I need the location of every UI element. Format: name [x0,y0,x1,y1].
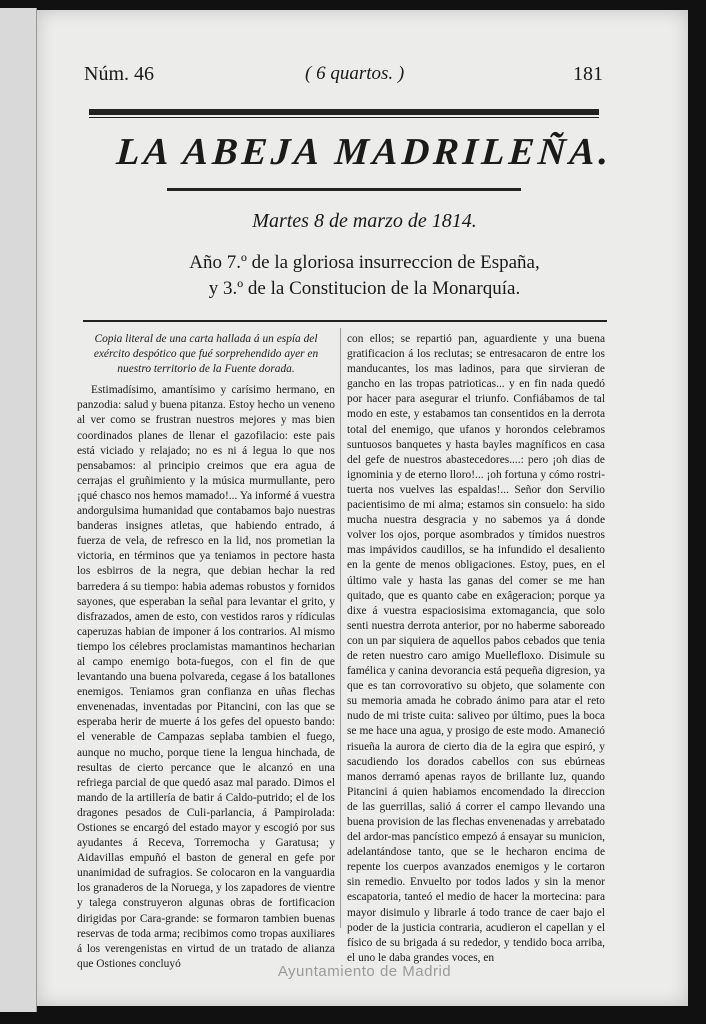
right-column [347,332,605,964]
issue-number: Núm. 46 [84,63,154,85]
left-page-edge [0,8,37,1012]
column-divider [340,328,341,928]
year-line-1: Año 7.º de la gloriosa insurreccion de España, [189,252,540,273]
year-line-2: y 3.º de la Constitucion de la Monarquía. [208,278,521,299]
top-rule [89,109,599,115]
article-paragraph-right: con ellos; se repartió pan, aguardiente y una buena gratificacion á los reclutas; se entresacaron de entre los manducantes, los mas ladinos, para que sirvieran de gancho en las tropas patrioticas... y en fin nada quedó por hacer para asegurar el triunfo. Confiábamos de tal modo en este, y estabamos tan consentidos en la derrota total del enemigo, que ufanos y horondos celebramos suntuosos banquetes y hasta bayles magníficos en casa del gefe de nuestros abastecedores....: pero ¡oh dias de ignominia y de eterno lloro!... ¡oh fortuna y cómo rostri-tuerta nos vuelves las espaldas!... Señor don Servilio pacientisimo de mi alma; estamos sin consuelo: ha sido mucha nuestra desgracia y no sabemos ya á donde volver los ojos, porque asombrados y tímidos nuestros mas impávidos caudillos, se ha infundido el desaliento en la gente de menos obligaciones. Estoy, pues, en el último vale y hasta las ganas del comer se me han quitado, que es quanto cabe en exâgeracion; porque ya dixe á vuestra espaciosisima extomagancia, que solo senti nuestra derrota anterior, por no haberme saboreado con un par siquiera de aquellos pabos cebados que tenia de reten nuestro caro amigo Muellefloxo. Disimule su famélica y canina devorancia está pequeña digresion, ya que es tan corrovorativo su objeto, que solamente con su memoria amada he cobrado ánimo para atar el reto nudo de mi triste cuita: saliveo por último, pues la boca se me hace una agua, y prosigo de este modo. Amaneció risueña la aurora de cierto dia de la egira que espiró, y sacudiendo los dorados cabellos con sus ebúrneas manos derramó apenas rayos de brillante luz, quando Pitancini á quien habiamos encomendado la direccion de las guerrillas, salió á correr el campo llevando una buena provision de las flechas envenenadas y arrebatado del ardor-mas pancístico empezó á ensayar su municion, adelantándose tanto, que se le hecharon encima de repente los cuerpos avanzados enemigos y le cortaron sin remedio. Envuelto por todos lados y sin la menor escapatoria, tanteó el medio de hacer la mortecina: para mayor disimulo y librarle á todo trance de caer bajo el poder de la justicia contraria, acudieron el capellan y el físico de su brigada á su rededor, y tendido boca arriba, el uno le daba grandes voces, en [347,333,605,964]
newspaper-page [37,10,688,1006]
masthead-title: LA ABEJA MADRILEÑA. [115,131,614,173]
column-rule [83,320,607,322]
top-rule-thin [89,117,599,118]
page-number: 181 [573,63,603,85]
masthead-rule [167,188,521,191]
issue-date: Martes 8 de marzo de 1814. [252,210,477,232]
left-column [77,332,335,970]
article-paragraph-left: Estimadísimo, amantísimo y carísimo hermano, en panzodia: salud y buena pitanza. Estoy hecho un veneno al ver como se frustran nuestros mejores y mas bien coordinados planes de llenar el gazofilacio: este pais está viciado y relajado; no es ni á legua lo que nos pensabamos: al principio creimos que era agua de cerrajas el gruñimiento y la música murmullante, pero ¡qué chasco nos hemos mamado!... Ya informé á vuestra andorgulsima humanidad que contabamos bajo nuestras banderas insignes atletas, que habiendo entrado, á fuerza de vela, de refresco en la lid, nos prometian la victoria, en términos que ya teniamos in pectore hasta los esbirros de la negra, que debian hechar la red barredera á su tiempo: habia ademas robustos y fornidos sayones, que esperaban la señal para levantar el grito, y disfrazados, amen de esto, con vestidos raros y rídiculas caperuzas habian de imponer á los contrarios. Al mismo tiempo los célebres proclamistas mamantinos hecharian al campo enemigo bota-fuegos, con el fin de que levantando una buena polvareda, cegase á los batallones enemigos. Teniamos gran confianza en uñas flechas envenenadas, inventadas por Pitancini, con las que se esperaba herir de muerte á los gefes del opuesto bando: el venerable de Campazas seplaba tambien el fuego, aunque no mucho, porque tiene la lengua hinchada, de resultas de cierto percance que le alcanzó en una refriega parcial de que quedó asaz mal parado. Dimos el mando de la artillería de batir á Caldo-putrido; el de los dragones pesados de Culi-parlancia, á Pampirolada: Ostiones se encargó del estado mayor y escogió por sus ayudantes á Receva, Torremocha y Garatusa; y Aidavillas empuñó el baston de general en gefe por unanimidad de sufragios. Se colocaron en la vanguardia los granaderos de la Noruega, y los zapadores de vientre y talega construyeron algunas obras de fortificacion dirigidas por Cara-grande: se formaron tambien buenas reservas de toda arma; recibimos como tropas auxiliares á los verengenistas en virtud de un tratado de alianza que Ostiones concluyó [77,384,335,970]
price-label: ( 6 quartos. ) [305,63,405,84]
article-intro: Copia literal de una carta hallada á un espía del exército despótico que fué sorprehendido ayer en nuestro territorio de la Fuente dorada. [93,333,319,376]
watermark: Ayuntamiento de Madrid [277,963,452,980]
